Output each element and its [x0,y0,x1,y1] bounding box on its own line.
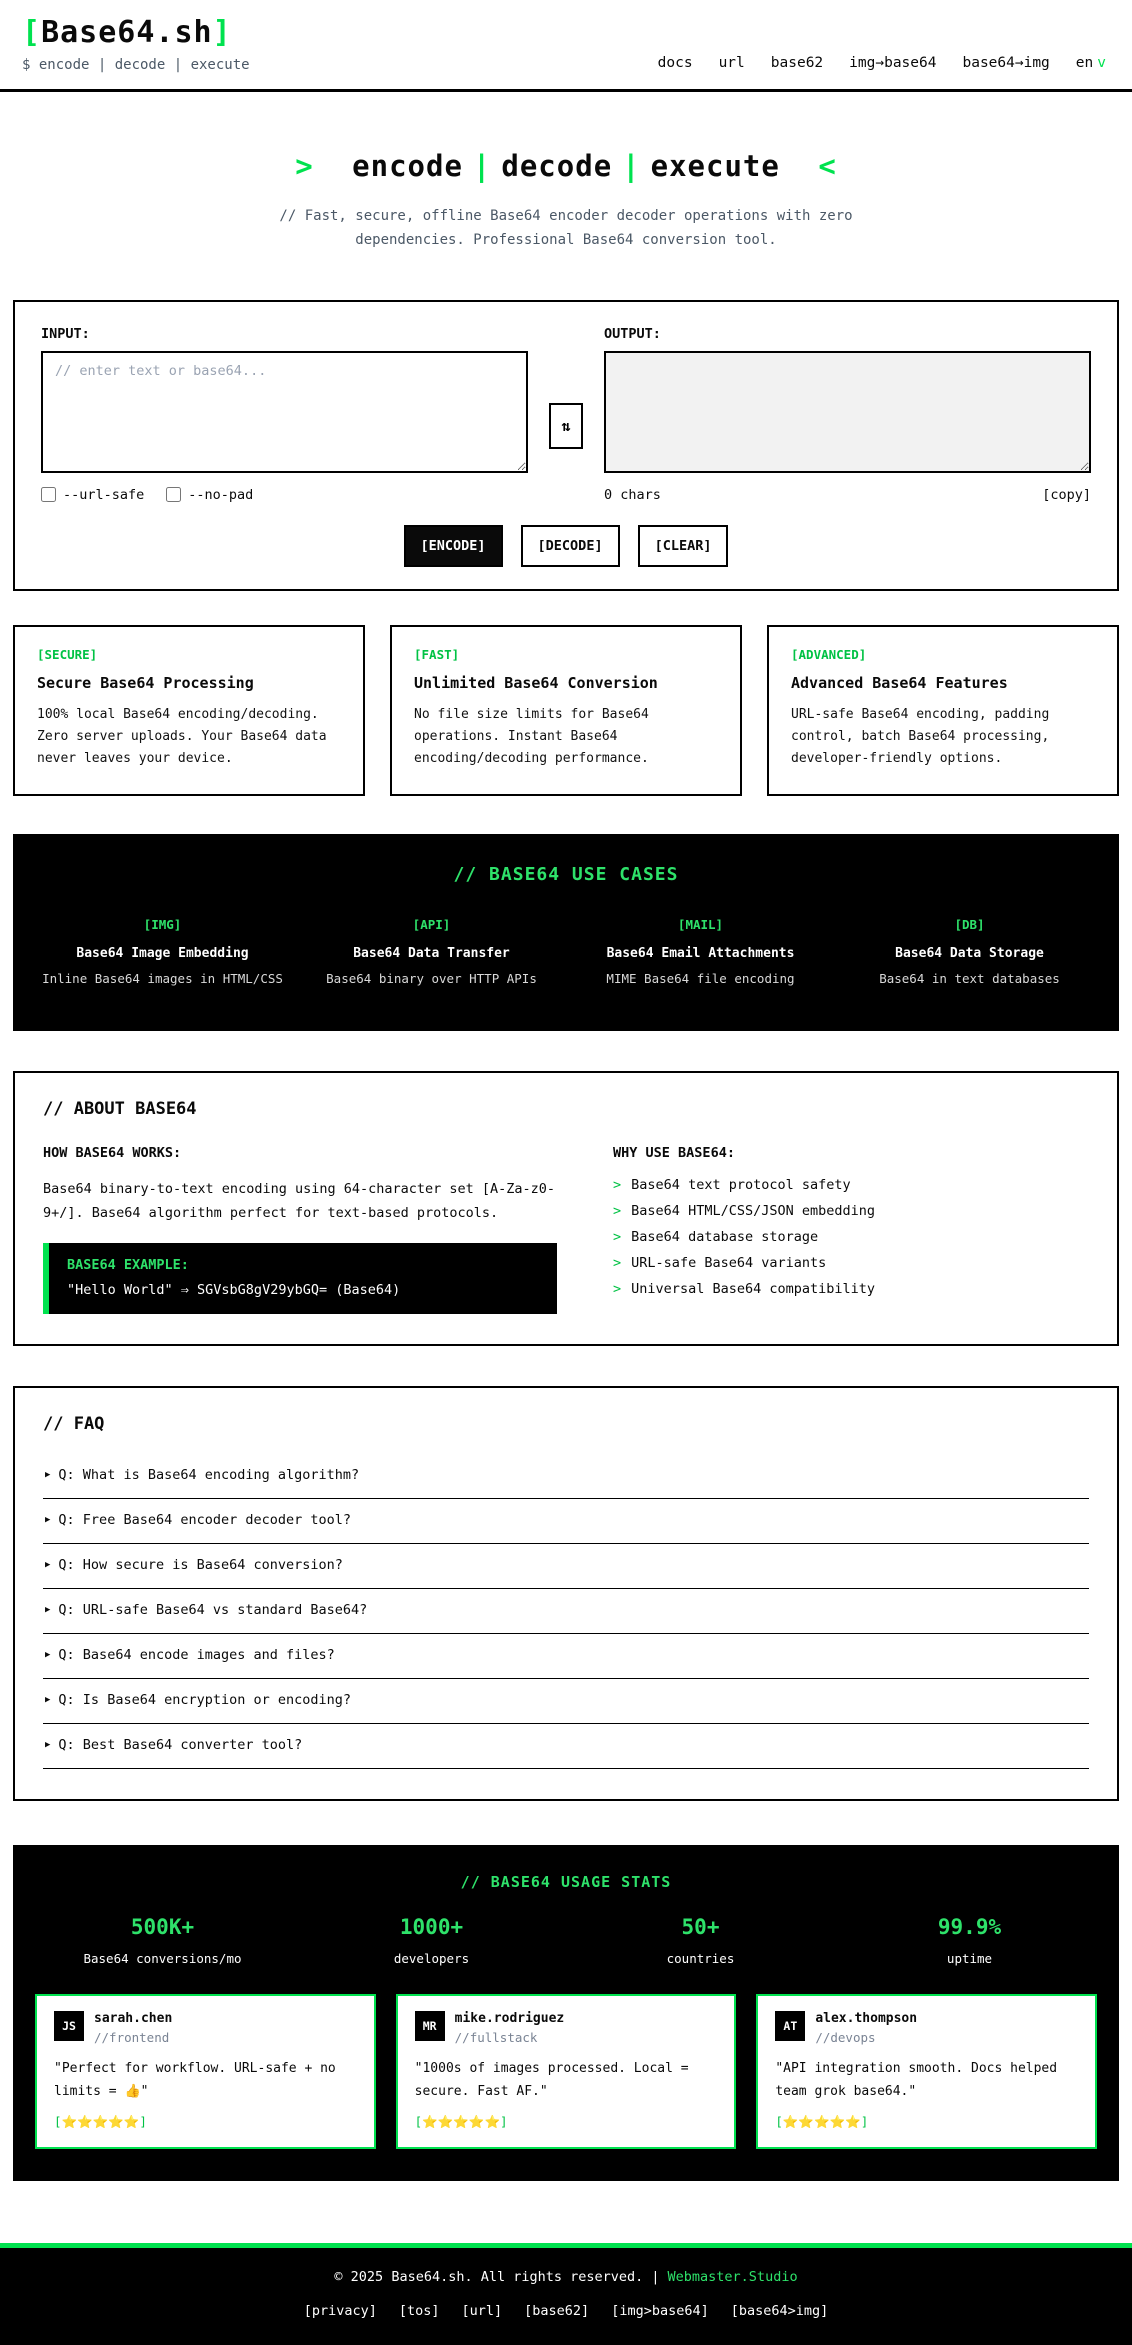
testimonial-name: mike.rodriguez [454,2011,565,2027]
testimonial-header [415,2011,718,2045]
faq-question: Q: URL-safe Base64 vs standard Base64? [58,1602,368,1619]
use-case-db-tag: [DB] [954,916,985,932]
output-label: OUTPUT: [604,325,661,342]
testimonial-role: //frontend [94,2030,170,2046]
faq-item-5[interactable] [43,1634,1089,1679]
char-count: 0 chars [604,486,661,503]
use-case-api-desc: Base64 binary over HTTP APIs [326,970,537,986]
hero-word-encode: encode [352,149,463,184]
nav-item-docs[interactable]: docs [657,55,693,71]
copyright-text: © 2025 Base64.sh. All rights reserved. | [334,2268,660,2285]
nav-item-url[interactable]: url [718,55,745,71]
example-text: "Hello World" ⇒ SGVsbG8gV29ybGQ= (Base64) [67,1282,401,1299]
hero-lt: < [818,149,837,184]
stat-value: 50+ [681,1915,720,1940]
use-case-img-tag: [IMG] [143,916,182,932]
triangle-right-icon: ▶ [45,1470,51,1481]
logo-bracket-left: [ [22,15,42,50]
triangle-right-icon: ▶ [45,1740,51,1751]
stat-value: 99.9% [937,1915,1002,1940]
why-use-list [613,1177,1089,1297]
why-item [613,1255,1089,1271]
input-meta-row [41,487,528,503]
converter-panel [13,300,1119,591]
rating-bracket-left: [ [54,2113,62,2129]
testimonial-header [54,2011,357,2045]
use-case-db-desc: Base64 in text databases [879,970,1060,986]
copy-button[interactable]: [copy] [1042,486,1091,503]
site-footer [0,2243,1132,2345]
logo-bracket-right: ] [212,15,232,50]
testimonial-id [455,2011,565,2045]
use-cases-title: // BASE64 USE CASES [453,863,679,885]
faq-question: Q: What is Base64 encoding algorithm? [58,1467,360,1484]
about-title: // ABOUT BASE64 [43,1098,197,1119]
footer-link-privacy[interactable]: [privacy] [303,2302,377,2319]
feature-card-fast [390,625,742,796]
hero-gt: > [295,149,314,184]
chevron-bullet-icon: > [613,1202,622,1219]
url-safe-checkbox[interactable] [41,487,56,502]
how-it-works-body: Base64 binary-to-text encoding using 64-character set [A-Za-z0-9+/]. Base64 algorithm perfect for text-based protocols. [43,1180,556,1221]
faq-question: Q: Is Base64 encryption or encoding? [58,1692,352,1709]
stat-countries [573,1915,828,1966]
input-label: INPUT: [41,325,90,342]
chevron-bullet-icon: > [613,1254,622,1271]
feature-title-fast: Unlimited Base64 Conversion [414,673,658,692]
feature-body-advanced: URL-safe Base64 encoding, padding control, batch Base64 processing, developer-friendly options. [791,706,1050,766]
why-use-title: WHY USE BASE64: [613,1144,735,1161]
feature-tag-fast: [FAST] [414,646,460,662]
hero-space [314,149,352,183]
use-cases-section [13,834,1119,1031]
why-item [613,1229,1089,1245]
faq-item-1[interactable] [43,1454,1089,1499]
rating-bracket-right: ] [860,2113,869,2129]
chevron-down-icon: v [1097,55,1106,71]
why-item [613,1177,1089,1193]
chevron-bullet-icon: > [613,1176,622,1193]
how-it-works-title: HOW BASE64 WORKS: [43,1144,182,1161]
testimonials-grid [35,1994,1097,2149]
use-case-api [306,917,557,989]
stat-value: 500K+ [130,1915,195,1940]
no-pad-label: --no-pad [188,486,254,503]
avatar: JS [54,2011,84,2041]
nav-item-img-to-base64[interactable]: img→base64 [849,55,937,71]
use-case-db-title: Base64 Data Storage [895,945,1044,961]
url-safe-label: --url-safe [63,486,145,503]
feature-card-secure [13,625,365,796]
faq-item-2[interactable] [43,1499,1089,1544]
testimonial-alex [756,1994,1097,2149]
why-item-label: URL-safe Base64 variants [631,1254,827,1271]
nav-item-base64-to-img[interactable]: base64→img [962,55,1050,71]
footer-link-url[interactable]: [url] [461,2302,503,2319]
testimonial-quote: "Perfect for workflow. URL-safe + no limits = 👍" [54,2061,336,2099]
footer-link-base64-img[interactable]: [base64>img] [730,2302,829,2319]
encode-button[interactable]: [ENCODE] [404,525,503,567]
testimonial-id [94,2011,172,2045]
chevron-bullet-icon: > [613,1228,622,1245]
avatar: AT [775,2011,805,2041]
stat-label: developers [393,1951,470,1967]
star-rating [775,2114,1078,2130]
use-case-img-title: Base64 Image Embedding [76,945,249,961]
testimonial-header [775,2011,1078,2045]
no-pad-checkbox[interactable] [166,487,181,502]
star-rating [54,2114,357,2130]
stats-grid [35,1915,1097,1966]
about-columns [43,1145,1089,1315]
faq-section [13,1386,1119,1801]
stat-label: Base64 conversions/mo [83,1951,242,1967]
feature-body-fast: No file size limits for Base64 operations. Instant Base64 encoding/decoding performance. [414,706,649,766]
faq-item-6[interactable] [43,1679,1089,1724]
rating-bracket-left: [ [414,2113,423,2129]
copyright-line [0,2269,1132,2285]
use-case-mail-tag: [MAIL] [677,916,724,932]
site-logo[interactable] [22,16,250,49]
faq-item-3[interactable] [43,1544,1089,1589]
converter-io-row [41,326,1091,503]
why-item [613,1203,1089,1219]
stats-title: // BASE64 USAGE STATS [460,1873,672,1892]
stat-label: uptime [946,1951,993,1967]
why-item-label: Base64 text protocol safety [631,1176,851,1193]
input-column [41,326,528,503]
converter-actions [41,525,1091,567]
feature-title-advanced: Advanced Base64 Features [791,673,1008,692]
footer-link-tos[interactable]: [tos] [398,2302,440,2319]
why-item-label: Universal Base64 compatibility [631,1280,876,1297]
input-textarea[interactable] [41,351,528,473]
footer-link-img-base64[interactable]: [img>base64] [611,2302,709,2319]
main-nav [658,55,1106,73]
stat-uptime [842,1915,1097,1966]
feature-title-secure: Secure Base64 Processing [37,673,254,692]
stat-developers [304,1915,559,1966]
triangle-right-icon: ▶ [45,1650,51,1661]
use-case-mail-desc: MIME Base64 file encoding [606,970,795,986]
feature-tag-secure: [SECURE] [37,646,98,662]
hero-word-execute: execute [650,149,780,184]
rating-bracket-right: ] [139,2113,147,2129]
decode-button[interactable]: [DECODE] [521,525,620,567]
stat-label: countries [666,1951,735,1967]
testimonial-sarah [35,1994,376,2149]
faq-item-7[interactable] [43,1724,1089,1769]
use-cases-grid [37,917,1095,989]
page-title [0,149,1132,183]
testimonial-role: //devops [815,2030,876,2046]
use-case-mail-title: Base64 Email Attachments [606,945,795,961]
usage-stats-section [13,1845,1119,2181]
language-label: en [1075,55,1094,71]
option-no-pad[interactable] [166,487,253,503]
faq-question: Q: How secure is Base64 conversion? [58,1557,343,1574]
use-case-img-desc: Inline Base64 images in HTML/CSS [42,970,283,986]
testimonial-mike [396,1994,737,2149]
clear-button[interactable]: [CLEAR] [638,525,729,567]
testimonial-role: //fullstack [454,2030,538,2046]
feature-cards [13,625,1119,796]
example-box [43,1243,557,1314]
stars-icon: ⭐⭐⭐⭐⭐ [422,2113,501,2129]
language-selector[interactable] [1076,55,1106,71]
faq-question: Q: Best Base64 converter tool? [58,1737,303,1754]
star-rating [415,2114,718,2130]
hero-space2 [780,149,818,183]
feature-tag-advanced: [ADVANCED] [791,646,867,662]
faq-question: Q: Base64 encode images and files? [58,1647,335,1664]
swap-column [546,326,586,503]
hero-pipe-1: | [472,149,492,184]
rating-bracket-right: ] [500,2113,508,2129]
footer-link-base62[interactable]: [base62] [524,2302,590,2319]
faq-item-4[interactable] [43,1589,1089,1634]
triangle-right-icon: ▶ [45,1605,51,1616]
about-why-column [613,1145,1089,1315]
hero-description: // Fast, secure, offline Base64 encoder decoder operations with zero dependencies. Professional Base64 conversion tool. [279,208,853,248]
faq-title: // FAQ [43,1414,105,1435]
testimonial-name: sarah.chen [94,2011,173,2027]
use-case-db [844,917,1095,989]
testimonial-name: alex.thompson [815,2011,918,2027]
stars-icon: ⭐⭐⭐⭐⭐ [782,2113,861,2129]
hero-section [0,92,1132,278]
stars-icon: ⭐⭐⭐⭐⭐ [61,2113,140,2129]
testimonial-quote: "API integration smooth. Docs helped team grok base64." [775,2061,1058,2099]
use-case-mail [575,917,826,989]
use-case-api-tag: [API] [412,916,451,932]
output-meta-row [604,487,1091,503]
footer-links [0,2303,1132,2319]
use-case-img [37,917,288,989]
studio-link[interactable]: Webmaster.Studio [667,2268,798,2285]
output-column [604,326,1091,503]
about-how-column [43,1145,557,1315]
hero-pipe-2: | [622,149,641,184]
site-header [0,0,1132,92]
avatar: MR [415,2011,445,2041]
stat-conversions [35,1915,290,1966]
hero-word-decode: decode [501,149,613,184]
use-case-api-title: Base64 Data Transfer [353,945,510,961]
faq-list [43,1454,1089,1769]
why-item-label: Base64 HTML/CSS/JSON embedding [631,1202,876,1219]
logo-text: Base64.sh [41,15,213,50]
testimonial-quote: "1000s of images processed. Local = secure. Fast AF." [414,2061,689,2099]
feature-card-advanced [767,625,1119,796]
options-group [41,487,253,503]
chevron-bullet-icon: > [613,1280,622,1297]
option-url-safe[interactable] [41,487,144,503]
site-tagline: $ encode | decode | execute [22,57,250,73]
triangle-right-icon: ▶ [45,1695,51,1706]
output-textarea[interactable] [604,351,1091,473]
swap-button[interactable] [549,403,583,449]
why-item [613,1281,1089,1297]
swap-arrows-icon: ⇅ [561,417,571,436]
rating-bracket-left: [ [775,2113,783,2129]
example-label: BASE64 EXAMPLE: [67,1257,189,1274]
about-section [13,1071,1119,1347]
stat-value: 1000+ [399,1915,464,1940]
brand-block [22,16,250,73]
why-item-label: Base64 database storage [631,1228,819,1245]
triangle-right-icon: ▶ [45,1560,51,1571]
faq-question: Q: Free Base64 encoder decoder tool? [58,1512,352,1529]
nav-item-base62[interactable]: base62 [770,55,824,71]
testimonial-id [815,2011,917,2045]
triangle-right-icon: ▶ [45,1515,51,1526]
feature-body-secure: 100% local Base64 encoding/decoding. Zero server uploads. Your Base64 data never leaves your device. [37,706,327,766]
